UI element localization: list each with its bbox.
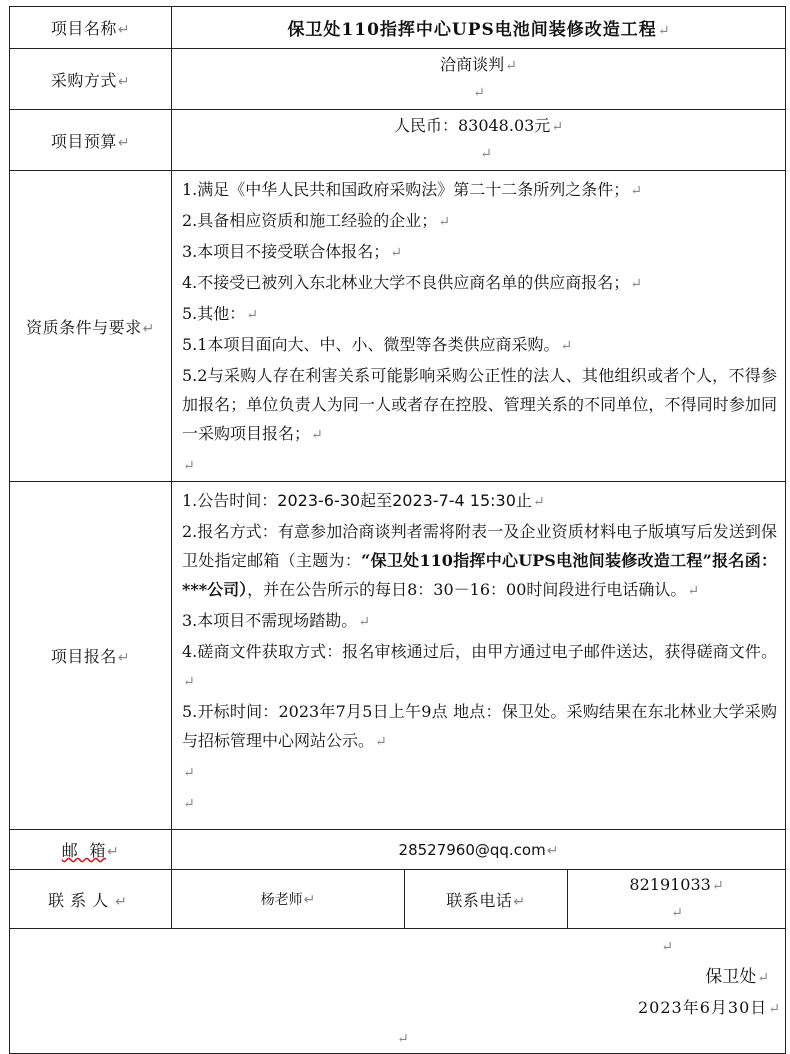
project-name-label: 项目名称↵ — [10, 7, 172, 49]
row-signature — [10, 929, 786, 1054]
email-label: 邮 箱↵ — [10, 830, 172, 870]
row-registration — [10, 482, 786, 830]
project-name-value: 保卫处110指挥中心UPS电池间装修改造工程 — [287, 20, 657, 40]
row-email — [10, 830, 786, 870]
qualification-label: 资质条件与要求↵ — [10, 171, 172, 482]
qualification-item: 5.1本项目面向大、中、小、微型等各类供应商采购。↵ — [182, 335, 573, 354]
signature-date: 2023年6月30日 — [638, 998, 768, 1017]
row-contact — [10, 870, 786, 929]
registration-method: 2.报名方式：有意参加洽商谈判者需将附表一及企业资质材料电子版填写后发送到保卫处指定邮箱（主题为：“保卫处110指挥中心UPS电池间装修改造工程”报名函：***公司），并在公告所示的每日8：30－16：00时间段进行电话确认。↵ — [182, 522, 777, 599]
contact-name-cell: 杨老师↵ — [172, 870, 405, 929]
notice-time: 1.公告时间：2023-6-30起至2023-7-4 15:30止↵ — [182, 491, 545, 510]
phone-label: 联系电话↵ — [405, 870, 568, 929]
email-value[interactable]: 28527960@qq.com — [398, 840, 546, 859]
qualification-item: 5.其他：↵ — [182, 304, 259, 323]
contact-name: 杨老师 — [260, 892, 303, 908]
qualification-item: 5.2与采购人存在利害关系可能影响采购公正性的法人、其他组织或者个人，不得参加报名；单位负责人为同一人或者存在控股、管理关系的不同单位，不得同时参加同一采购项目报名；↵ — [182, 366, 777, 443]
qualification-item: 3.本项目不接受联合体报名；↵ — [182, 242, 403, 261]
budget-label: 项目预算↵ — [10, 110, 172, 171]
announcement-table — [9, 6, 786, 1054]
qualification-cell — [172, 171, 786, 482]
document-acquisition: 4.磋商文件获取方式：报名审核通过后，由甲方通过电子邮件送达，获得磋商文件。↵ — [182, 642, 777, 690]
phone-value: 82191033 — [629, 875, 711, 894]
registration-cell — [172, 482, 786, 830]
signature-cell: ↵ 保卫处↵ 2023年6月30日↵ ↵ — [10, 929, 786, 1054]
email-cell: 28527960@qq.com↵ — [172, 830, 786, 870]
row-project-name — [10, 7, 786, 49]
row-procurement — [10, 49, 786, 110]
qualification-item: 4.不接受已被列入东北林业大学不良供应商名单的供应商报名；↵ — [182, 273, 643, 292]
project-name-cell: 保卫处110指挥中心UPS电池间装修改造工程↵ — [172, 7, 786, 49]
qualification-item: 1.满足《中华人民共和国政府采购法》第二十二条所列之条件；↵ — [182, 180, 643, 199]
site-visit: 3.本项目不需现场踏勘。↵ — [182, 611, 371, 630]
budget-cell: 人民币：83048.03元↵ ↵ — [172, 110, 786, 171]
empty-paragraph: ↵ — [183, 458, 195, 474]
procurement-label: 采购方式↵ — [10, 49, 172, 110]
procurement-cell: 洽商谈判↵ ↵ — [172, 49, 786, 110]
procurement-value: 洽商谈判 — [440, 55, 505, 74]
budget-value: 人民币：83048.03元 — [393, 116, 551, 135]
signature-org: 保卫处 — [705, 967, 757, 987]
row-budget — [10, 110, 786, 171]
registration-label: 项目报名↵ — [10, 482, 172, 830]
empty-paragraph: ↵ — [183, 796, 195, 812]
empty-paragraph: ↵ — [183, 765, 195, 781]
qualification-item: 2.具备相应资质和施工经验的企业；↵ — [182, 211, 451, 230]
contact-label: 联系人↵ — [10, 870, 172, 929]
row-qualification — [10, 171, 786, 482]
bid-opening: 5.开标时间：2023年7月5日上午9点 地点：保卫处。采购结果在东北林业大学采购与招标管理中心网站公示。↵ — [182, 702, 777, 750]
phone-cell: 82191033↵ ↵ — [568, 870, 786, 929]
